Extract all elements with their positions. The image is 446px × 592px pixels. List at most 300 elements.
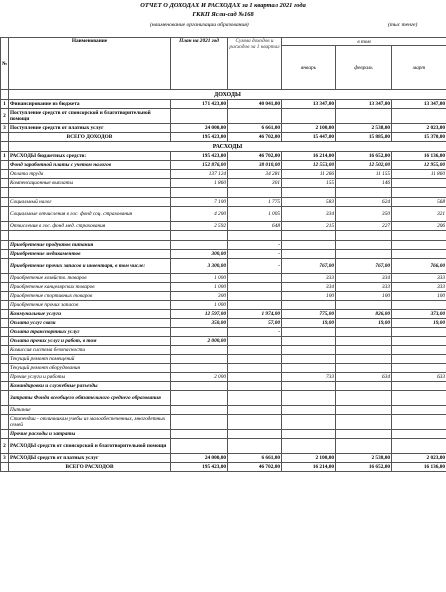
table-row	[1, 109, 446, 124]
row-number	[1, 415, 9, 430]
cell-jan: 11 266	[282, 170, 336, 179]
row-name: Командировки и служебные разъезды	[9, 382, 171, 391]
row-number	[1, 207, 9, 222]
cell-sum	[228, 274, 282, 283]
row-number	[1, 179, 9, 188]
cell-sum: 301	[228, 179, 282, 188]
table-row	[1, 430, 446, 439]
cell-plan: 2 000	[171, 373, 228, 382]
cell-mar: 766,00	[392, 259, 446, 274]
cell-feb: 826,00	[336, 310, 392, 319]
cell-sum: 57,00	[228, 319, 282, 328]
cell-mar: 15 370,00	[392, 133, 446, 142]
cell-sum	[228, 188, 282, 198]
row-number	[1, 250, 9, 259]
cell-plan: 195 423,00	[171, 152, 228, 161]
cell-mar	[392, 109, 446, 124]
row-name: Приобретение продуктов питания	[9, 241, 171, 250]
cell-plan: 300,00	[171, 250, 228, 259]
col-header-sum: Сумма доходов и расходов за 1 квартал	[228, 38, 282, 90]
col-header-name: Наименование	[9, 38, 171, 90]
cell-sum: 1 974,00	[228, 310, 282, 319]
cell-mar	[392, 406, 446, 415]
report-table	[0, 37, 446, 472]
section-spacer	[1, 142, 9, 152]
cell-sum	[228, 337, 282, 346]
cell-feb	[336, 406, 392, 415]
cell-mar	[392, 382, 446, 391]
row-name: РАСХОДЫ средств от платных услуг	[9, 454, 171, 463]
row-number	[1, 133, 9, 142]
table-row	[1, 301, 446, 310]
table-row	[1, 259, 446, 274]
cell-sum: 34 281	[228, 170, 282, 179]
cell-sum	[228, 109, 282, 124]
cell-sum: -	[228, 250, 282, 259]
row-number	[1, 430, 9, 439]
cell-feb	[336, 346, 392, 355]
table-row	[1, 241, 446, 250]
cell-sum	[228, 364, 282, 373]
cell-jan	[282, 109, 336, 124]
cell-mar: 16 136,00	[392, 463, 446, 472]
section-row	[1, 142, 446, 152]
section-spacer	[1, 90, 9, 100]
cell-sum: 1 775	[228, 198, 282, 207]
row-number: 3	[1, 124, 9, 133]
cell-jan	[282, 382, 336, 391]
cell-mar: 2 023,00	[392, 454, 446, 463]
cell-jan: 15 447,00	[282, 133, 336, 142]
cell-sum	[228, 406, 282, 415]
cell-plan: 137 124	[171, 170, 228, 179]
row-number	[1, 222, 9, 231]
cell-plan: 12 597,00	[171, 310, 228, 319]
cell-feb	[336, 364, 392, 373]
cell-sum	[228, 292, 282, 301]
cell-mar	[392, 415, 446, 430]
organization-name: ГККП Ясли-сад №168	[192, 11, 254, 18]
cell-sum	[228, 391, 282, 406]
cell-sum: 6 661,00	[228, 454, 282, 463]
cell-jan: 13 347,00	[282, 100, 336, 109]
cell-sum	[228, 346, 282, 355]
cell-mar: 206	[392, 222, 446, 231]
cell-feb	[336, 355, 392, 364]
cell-jan: 333	[282, 274, 336, 283]
table-header-row	[1, 38, 446, 46]
cell-feb	[336, 250, 392, 259]
cell-plan: 350,00	[171, 319, 228, 328]
cell-mar: 633	[392, 373, 446, 382]
table-row	[1, 292, 446, 301]
cell-mar: 333	[392, 283, 446, 292]
cell-jan: 334	[282, 207, 336, 222]
col-header-num: №	[1, 38, 9, 90]
cell-mar	[392, 364, 446, 373]
cell-feb	[336, 241, 392, 250]
cell-jan	[282, 355, 336, 364]
table-row	[1, 179, 446, 188]
table-row	[1, 346, 446, 355]
cell-plan: 152 876,00	[171, 161, 228, 170]
cell-mar	[392, 439, 446, 454]
cell-feb	[336, 188, 392, 198]
row-name: Приобретение прочих запасов	[9, 301, 171, 310]
row-number	[1, 382, 9, 391]
table-row	[1, 198, 446, 207]
cell-feb: 634	[336, 373, 392, 382]
cell-plan	[171, 231, 228, 241]
row-name: ВСЕГО ДОХОДОВ	[9, 133, 171, 142]
cell-mar: 12 955,00	[392, 161, 446, 170]
table-row	[1, 207, 446, 222]
row-name: Коммунальные услуги	[9, 310, 171, 319]
col-header-plan: План на 2021 год	[171, 38, 228, 90]
row-number	[1, 337, 9, 346]
cell-mar	[392, 179, 446, 188]
row-number: 2	[1, 439, 9, 454]
cell-mar: 568	[392, 198, 446, 207]
cell-jan: 12 553,00	[282, 161, 336, 170]
cell-jan: 767,00	[282, 259, 336, 274]
cell-mar: 11 860	[392, 170, 446, 179]
cell-feb: 227	[336, 222, 392, 231]
cell-feb	[336, 391, 392, 406]
row-number: 2	[1, 109, 9, 124]
row-number	[1, 259, 9, 274]
cell-jan: 334	[282, 283, 336, 292]
cell-feb	[336, 109, 392, 124]
cell-sum	[228, 231, 282, 241]
cell-jan	[282, 364, 336, 373]
cell-sum: 6 661,00	[228, 124, 282, 133]
cell-feb: 2 538,00	[336, 124, 392, 133]
table-row	[1, 231, 446, 241]
cell-feb: 334	[336, 274, 392, 283]
table-row	[1, 415, 446, 430]
cell-plan	[171, 346, 228, 355]
cell-jan: 19,00	[282, 319, 336, 328]
cell-jan: 16 214,00	[282, 463, 336, 472]
row-number	[1, 319, 9, 328]
col-header-feb: февраль	[336, 46, 392, 90]
row-number: 3	[1, 454, 9, 463]
row-name: Социальные отчисления в гос. фонд соц. страхования	[9, 207, 171, 222]
table-row	[1, 152, 446, 161]
cell-jan	[282, 415, 336, 430]
cell-jan	[282, 346, 336, 355]
cell-mar	[392, 328, 446, 337]
cell-jan	[282, 328, 336, 337]
row-name: Оплата труда	[9, 170, 171, 179]
row-name: Затраты Фонда всеобщего обязательного среднего образования	[9, 391, 171, 406]
cell-plan: 24 000,00	[171, 124, 228, 133]
row-number	[1, 364, 9, 373]
cell-plan: 2 592	[171, 222, 228, 231]
cell-jan: 2 100,00	[282, 124, 336, 133]
cell-sum: -	[228, 241, 282, 250]
table-row	[1, 328, 446, 337]
cell-sum	[228, 415, 282, 430]
row-name: Поступление средств от платных услуг	[9, 124, 171, 133]
cell-sum: -	[228, 328, 282, 337]
row-name: Оплата прочих услуг и работ, в том	[9, 337, 171, 346]
cell-feb: 12 502,00	[336, 161, 392, 170]
table-row	[1, 250, 446, 259]
row-name: ВСЕГО РАСХОДОВ	[9, 463, 171, 472]
cell-plan: 195 423,00	[171, 463, 228, 472]
cell-jan: 16 214,00	[282, 152, 336, 161]
table-row	[1, 161, 446, 170]
cell-mar: 2 023,00	[392, 124, 446, 133]
cell-sum: 40 041,00	[228, 100, 282, 109]
table-row	[1, 188, 446, 198]
cell-plan	[171, 415, 228, 430]
row-name: Социальный налог	[9, 198, 171, 207]
cell-plan: 4 200	[171, 207, 228, 222]
cell-sum: 46 702,00	[228, 463, 282, 472]
row-name: Финансирование из бюджета	[9, 100, 171, 109]
cell-feb: 16 652,00	[336, 152, 392, 161]
cell-jan	[282, 250, 336, 259]
table-row	[1, 283, 446, 292]
cell-mar: 13 347,00	[392, 100, 446, 109]
cell-jan	[282, 391, 336, 406]
cell-feb	[336, 337, 392, 346]
cell-plan: 3 300,00	[171, 259, 228, 274]
cell-plan: 300	[171, 292, 228, 301]
cell-plan: 171 423,00	[171, 100, 228, 109]
cell-mar: 373,00	[392, 310, 446, 319]
row-number	[1, 406, 9, 415]
row-name: Прочие услуги и работы	[9, 373, 171, 382]
row-number	[1, 283, 9, 292]
cell-feb	[336, 328, 392, 337]
row-name: Поступление средств от спонсорской и благотворительной помощи	[9, 109, 171, 124]
row-name: Оплата услуг связи	[9, 319, 171, 328]
table-row	[1, 454, 446, 463]
cell-mar: 19,00	[392, 319, 446, 328]
cell-mar	[392, 231, 446, 241]
table-row	[1, 100, 446, 109]
cell-mar: 100	[392, 292, 446, 301]
cell-feb: 11 155	[336, 170, 392, 179]
cell-sum	[228, 301, 282, 310]
table-row	[1, 355, 446, 364]
cell-feb: 15 885,00	[336, 133, 392, 142]
row-number	[1, 170, 9, 179]
table-row	[1, 319, 446, 328]
cell-sum	[228, 430, 282, 439]
row-name: Приобретение медикаментов	[9, 250, 171, 259]
row-number	[1, 355, 9, 364]
row-name: Комиссия система безопасности	[9, 346, 171, 355]
cell-sum	[228, 283, 282, 292]
row-number	[1, 310, 9, 319]
row-name: Прочие расходы и затраты	[9, 430, 171, 439]
cell-plan	[171, 430, 228, 439]
row-number	[1, 346, 9, 355]
row-name	[9, 188, 171, 198]
cell-plan	[171, 382, 228, 391]
cell-jan	[282, 241, 336, 250]
cell-sum	[228, 439, 282, 454]
cell-sum: 1 005	[228, 207, 282, 222]
cell-feb	[336, 430, 392, 439]
row-number	[1, 188, 9, 198]
row-name: Фонд заработной платы с учетом налогов	[9, 161, 171, 170]
cell-jan: 733	[282, 373, 336, 382]
table-row	[1, 274, 446, 283]
cell-feb: 333	[336, 283, 392, 292]
row-number	[1, 328, 9, 337]
cell-jan: 100	[282, 292, 336, 301]
cell-mar	[392, 430, 446, 439]
cell-sum: 46 702,00	[228, 152, 282, 161]
cell-feb	[336, 382, 392, 391]
cell-plan	[171, 241, 228, 250]
cell-mar	[392, 188, 446, 198]
section-title: ДОХОДЫ	[9, 90, 446, 100]
cell-jan: 2 100,00	[282, 454, 336, 463]
cell-feb	[336, 415, 392, 430]
row-name: Компенсационные выплаты	[9, 179, 171, 188]
cell-feb: 146	[336, 179, 392, 188]
table-row	[1, 124, 446, 133]
cell-mar	[392, 301, 446, 310]
col-header-jan: январь	[282, 46, 336, 90]
cell-mar: 16 136,00	[392, 152, 446, 161]
table-row	[1, 310, 446, 319]
col-header-incl: в том	[282, 38, 446, 46]
cell-mar	[392, 241, 446, 250]
cell-mar	[392, 337, 446, 346]
row-name: Приобретение спортивных товаров	[9, 292, 171, 301]
table-row	[1, 382, 446, 391]
cell-jan	[282, 439, 336, 454]
row-number	[1, 231, 9, 241]
cell-sum	[228, 355, 282, 364]
row-name: Текущий ремонт помещений	[9, 355, 171, 364]
cell-jan	[282, 188, 336, 198]
total-row	[1, 133, 446, 142]
cell-plan: 2 000,00	[171, 337, 228, 346]
cell-feb: 13 347,00	[336, 100, 392, 109]
cell-plan	[171, 439, 228, 454]
cell-mar	[392, 346, 446, 355]
row-number	[1, 292, 9, 301]
cell-plan: 1 000	[171, 283, 228, 292]
cell-jan	[282, 406, 336, 415]
table-row	[1, 406, 446, 415]
cell-plan	[171, 328, 228, 337]
cell-plan: 1 000	[171, 301, 228, 310]
cell-plan	[171, 355, 228, 364]
cell-plan	[171, 188, 228, 198]
row-name: Оплата транспортных услуг	[9, 328, 171, 337]
cell-sum: 648	[228, 222, 282, 231]
row-number	[1, 373, 9, 382]
cell-feb: 16 652,00	[336, 463, 392, 472]
row-number	[1, 391, 9, 406]
cell-sum: 46 702,00	[228, 133, 282, 142]
total-row	[1, 463, 446, 472]
cell-jan: 583	[282, 198, 336, 207]
cell-mar	[392, 250, 446, 259]
table-row	[1, 373, 446, 382]
cell-plan	[171, 364, 228, 373]
cell-feb: 100	[336, 292, 392, 301]
row-name: РАСХОДЫ бюджетных средств:	[9, 152, 171, 161]
cell-plan	[171, 391, 228, 406]
row-name: Текущий ремонт оборудования	[9, 364, 171, 373]
cell-plan: 1 860	[171, 179, 228, 188]
row-name: Приобретение прочих запасов и инвентаря, в том числе:	[9, 259, 171, 274]
cell-feb: 19,00	[336, 319, 392, 328]
row-name	[9, 231, 171, 241]
cell-jan: 775,00	[282, 310, 336, 319]
cell-mar	[392, 355, 446, 364]
report-title: ОТЧЕТ О ДОХОДАХ И РАСХОДАХ за 1 квартал 2021 года	[140, 2, 306, 9]
cell-jan	[282, 430, 336, 439]
table-row	[1, 222, 446, 231]
col-header-mar: март	[392, 46, 446, 90]
row-number	[1, 274, 9, 283]
row-name: Питание	[9, 406, 171, 415]
table-row	[1, 364, 446, 373]
section-title: РАСХОДЫ	[9, 142, 446, 152]
table-row	[1, 391, 446, 406]
cell-plan	[171, 406, 228, 415]
table-row	[1, 170, 446, 179]
cell-feb: 2 538,00	[336, 454, 392, 463]
cell-plan: 1 000	[171, 274, 228, 283]
cell-plan: 24 000,00	[171, 454, 228, 463]
cell-mar: 333	[392, 274, 446, 283]
row-name: РАСХОДЫ средств от спонсорской и благотворительной помощи	[9, 439, 171, 454]
cell-feb: 624	[336, 198, 392, 207]
table-row	[1, 337, 446, 346]
section-row	[1, 90, 446, 100]
cell-mar: 321	[392, 207, 446, 222]
row-name: Приобретение хозяйств. товаров	[9, 274, 171, 283]
cell-jan	[282, 301, 336, 310]
row-number	[1, 198, 9, 207]
cell-jan: 155	[282, 179, 336, 188]
row-number: 1	[1, 100, 9, 109]
cell-feb	[336, 231, 392, 241]
organization-caption: (наименование организации образования)	[150, 22, 249, 28]
cell-feb	[336, 301, 392, 310]
row-number	[1, 241, 9, 250]
row-number	[1, 161, 9, 170]
cell-plan	[171, 109, 228, 124]
unit-caption: (тыс тенге)	[388, 22, 418, 28]
table-row	[1, 439, 446, 454]
cell-sum: -	[228, 259, 282, 274]
cell-sum: 38 010,00	[228, 161, 282, 170]
cell-sum	[228, 373, 282, 382]
cell-jan: 215	[282, 222, 336, 231]
row-number	[1, 301, 9, 310]
cell-feb	[336, 439, 392, 454]
row-name: Стипендии - отличникам учебы из малообеспеченных, многодетных семей	[9, 415, 171, 430]
row-number: 1	[1, 152, 9, 161]
cell-mar	[392, 391, 446, 406]
cell-feb: 767,00	[336, 259, 392, 274]
row-number	[1, 463, 9, 472]
